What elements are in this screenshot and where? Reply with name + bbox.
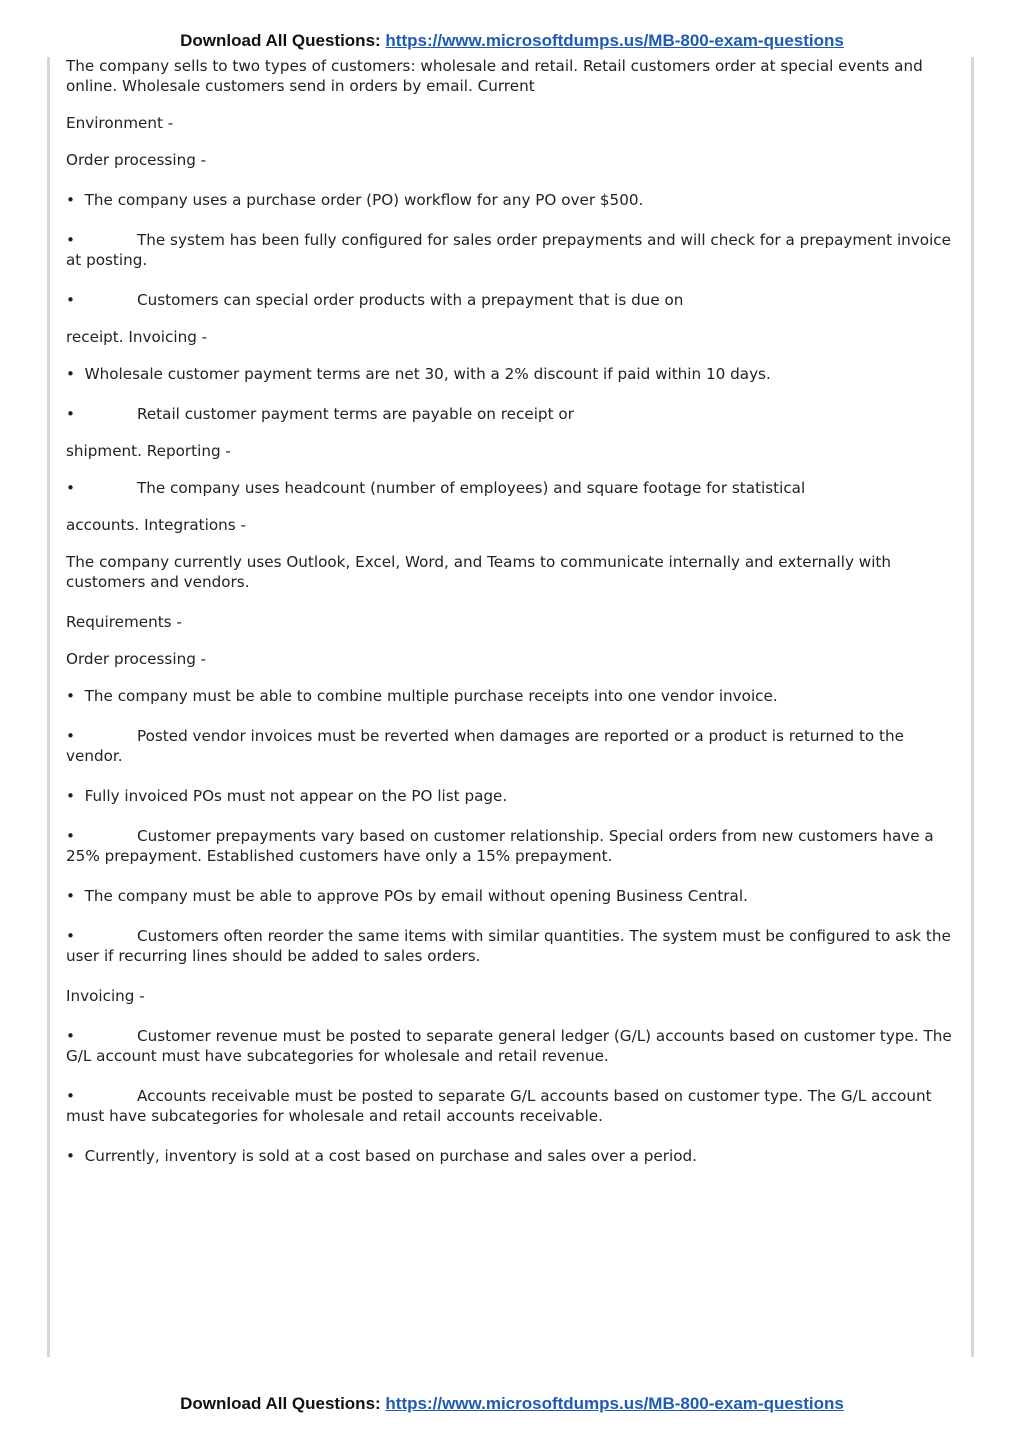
bullet-text: Currently, inventory is sold at a cost based on purchase and sales over a period. — [84, 1147, 697, 1165]
bullet-text: Customers can special order products with a prepayment that is due on — [136, 291, 684, 309]
bullet-text: Wholesale customer payment terms are net 30, with a 2% discount if paid within 10 days. — [84, 365, 771, 383]
bullet-icon: • — [66, 1147, 75, 1165]
bullet-item — [66, 926, 956, 966]
bullet-item — [66, 1086, 956, 1126]
bullet-item — [66, 404, 956, 424]
bullet-icon: • — [66, 191, 75, 209]
bullet-text: Customers often reorder the same items with similar quantities. The system must be configured to ask the user if recurring lines should be added to sales orders. — [66, 927, 951, 965]
bullet-text: The company must be able to approve POs by email without opening Business Central. — [84, 887, 748, 905]
bullet-item — [66, 364, 956, 384]
bullet-icon: • — [66, 687, 75, 705]
section-heading: receipt. Invoicing - — [66, 328, 208, 346]
bullet-item — [66, 686, 956, 706]
bullet-icon: • — [66, 479, 75, 497]
bullet-icon: • — [66, 827, 75, 845]
header-label: Download All Questions: — [180, 31, 381, 50]
bullet-text: The company uses a purchase order (PO) workflow for any PO over $500. — [84, 191, 644, 209]
bullet-item — [66, 230, 956, 270]
bullet-icon: • — [66, 405, 75, 423]
paragraph: The company currently uses Outlook, Excel, Word, and Teams to communicate internally and externally with customers and vendors. — [66, 553, 892, 591]
bullet-item — [66, 786, 956, 806]
bullet-icon: • — [66, 1027, 75, 1045]
section-heading: shipment. Reporting - — [66, 442, 231, 460]
bullet-icon: • — [66, 787, 75, 805]
bullet-icon: • — [66, 291, 75, 309]
bullet-text: Fully invoiced POs must not appear on the PO list page. — [84, 787, 508, 805]
bullet-text: Accounts receivable must be posted to separate G/L accounts based on customer type. The G/L account must have subcategories for wholesale and retail accounts receivable. — [66, 1087, 932, 1125]
section-heading: Environment - — [66, 114, 174, 132]
page-header — [0, 31, 1024, 51]
bullet-icon: • — [66, 927, 75, 945]
bullet-icon: • — [66, 887, 75, 905]
bullet-item — [66, 478, 956, 498]
section-heading: Invoicing - — [66, 987, 145, 1005]
bullet-item — [66, 886, 956, 906]
bullet-icon: • — [66, 1087, 75, 1105]
bullet-item — [66, 826, 956, 866]
bullet-text: The system has been fully configured for sales order prepayments and will check for a prepayment invoice at posting. — [66, 231, 951, 269]
bullet-icon: • — [66, 727, 75, 745]
bullet-item — [66, 1026, 956, 1066]
bullet-text: The company must be able to combine multiple purchase receipts into one vendor invoice. — [84, 687, 778, 705]
bullet-text: Customer prepayments vary based on customer relationship. Special orders from new customers have a 25% prepayment. Established customers have only a 15% prepayment. — [66, 827, 934, 865]
footer-download-link[interactable]: https://www.microsoftdumps.us/MB-800-exam-questions — [385, 1394, 844, 1413]
bullet-icon: • — [66, 365, 75, 383]
section-heading: Requirements - — [66, 613, 182, 631]
header-download-link[interactable]: https://www.microsoftdumps.us/MB-800-exam-questions — [385, 31, 844, 50]
page-footer — [0, 1394, 1024, 1414]
footer-label: Download All Questions: — [180, 1394, 381, 1413]
bullet-item — [66, 190, 956, 210]
left-border — [47, 57, 50, 1357]
bullet-item — [66, 290, 956, 310]
bullet-text: The company uses headcount (number of employees) and square footage for statistical — [136, 479, 806, 497]
section-heading: accounts. Integrations - — [66, 516, 246, 534]
right-border — [971, 57, 974, 1357]
paragraph: The company sells to two types of customers: wholesale and retail. Retail customers order at special events and online. Wholesale customers send in orders by email. Current — [66, 57, 923, 95]
section-heading: Order processing - — [66, 151, 207, 169]
document-body — [66, 56, 956, 1186]
bullet-item — [66, 726, 956, 766]
bullet-icon: • — [66, 231, 75, 249]
bullet-text: Posted vendor invoices must be reverted when damages are reported or a product is returned to the vendor. — [66, 727, 904, 765]
bullet-text: Customer revenue must be posted to separate general ledger (G/L) accounts based on customer type. The G/L account must have subcategories for wholesale and retail revenue. — [66, 1027, 952, 1065]
bullet-item — [66, 1146, 956, 1166]
section-heading: Order processing - — [66, 650, 207, 668]
bullet-text: Retail customer payment terms are payable on receipt or — [136, 405, 574, 423]
